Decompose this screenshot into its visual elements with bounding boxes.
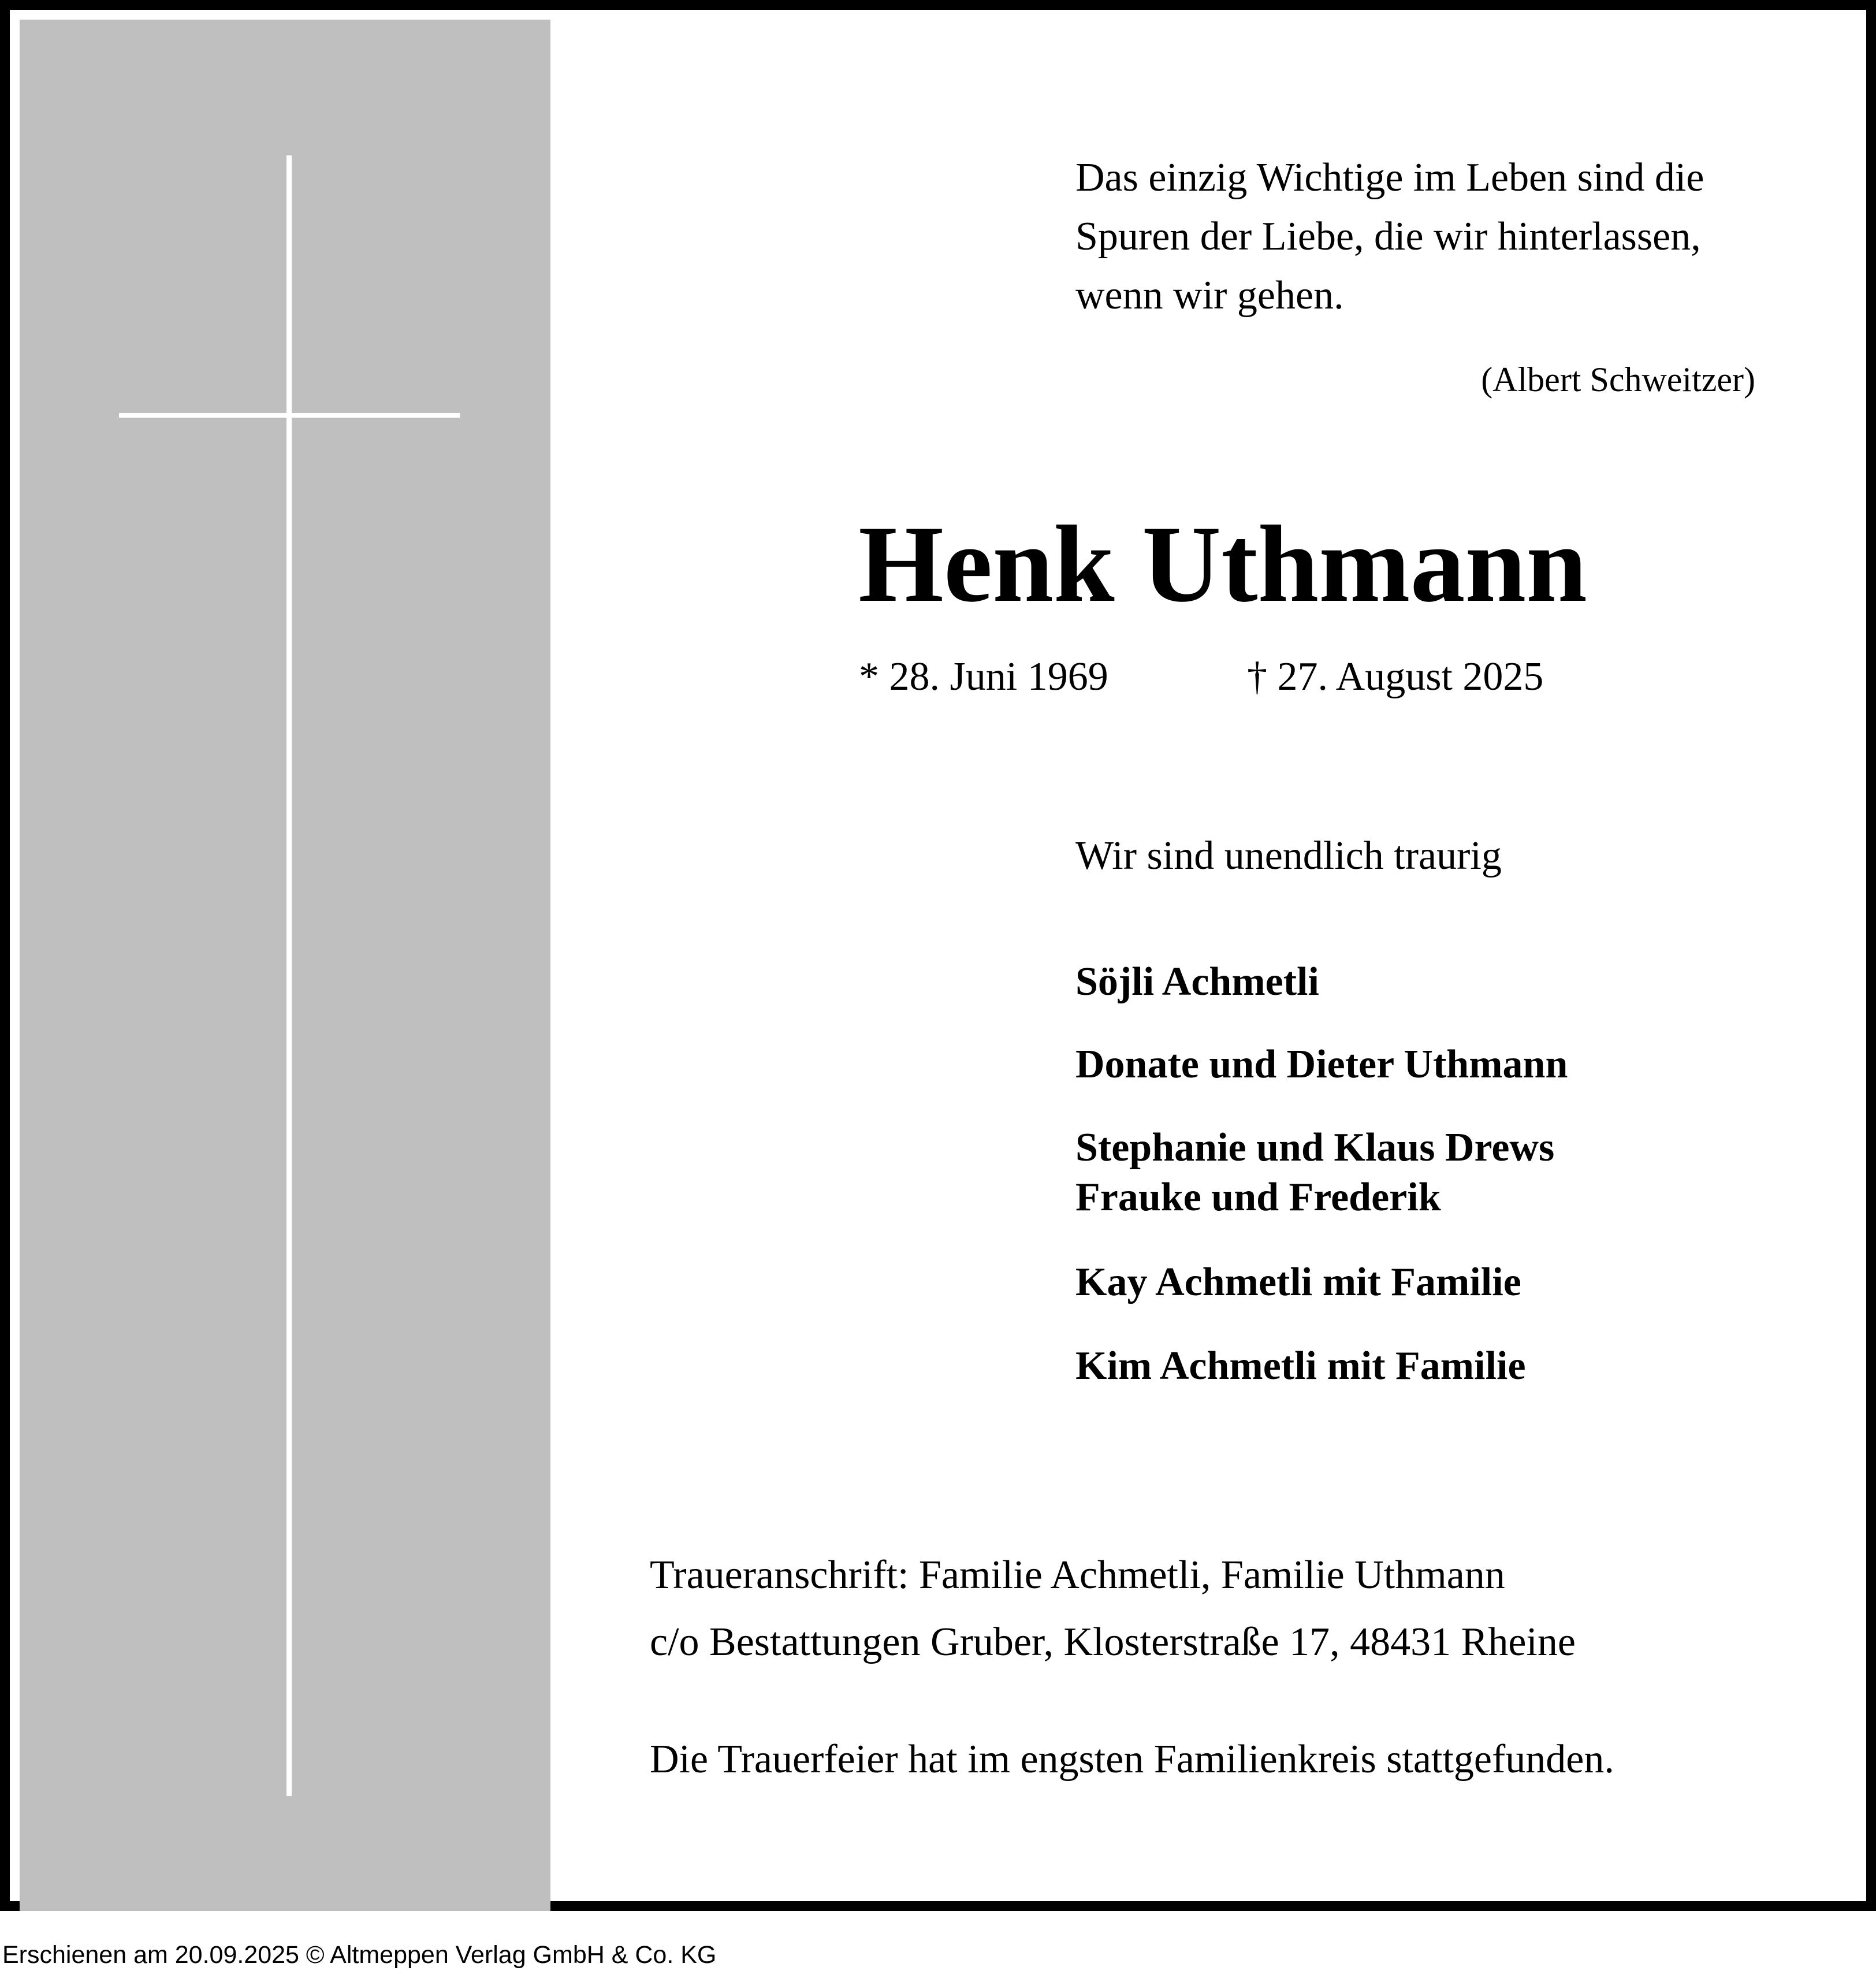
mourner-name: Frauke und Frederik <box>1075 1175 1441 1219</box>
mourner-name: Donate und Dieter Uthmann <box>1075 1042 1568 1087</box>
ceremony-note: Die Trauerfeier hat im engsten Familienkreis stattgefunden. <box>650 1737 1614 1782</box>
cross-vertical-bar <box>286 155 292 1796</box>
quote-line: Spuren der Liebe, die wir hinterlassen, <box>1075 214 1701 259</box>
mourner-name: Söjli Achmetli <box>1075 960 1319 1004</box>
quote-author: (Albert Schweitzer) <box>1481 360 1755 399</box>
mourner-name: Stephanie und Klaus Drews <box>1075 1125 1555 1170</box>
quote-line: Das einzig Wichtige im Leben sind die <box>1075 155 1704 200</box>
quote-line: wenn wir gehen. <box>1075 273 1344 318</box>
quote <box>1075 148 1815 325</box>
mourning-address <box>650 1542 1576 1676</box>
cross-horizontal-bar <box>119 413 460 418</box>
address-line: c/o Bestattungen Gruber, Klosterstraße 17, 48431 Rheine <box>650 1620 1576 1664</box>
mourning-intro: Wir sind unendlich traurig <box>1075 834 1502 878</box>
publication-footer: Erschienen am 20.09.2025 © Altmeppen Verlag GmbH & Co. KG <box>2 1941 717 1969</box>
side-panel <box>20 20 550 1911</box>
birth-date: * 28. Juni 1969 <box>859 655 1108 699</box>
mourner-name: Kay Achmetli mit Familie <box>1075 1260 1521 1304</box>
address-line: Traueranschrift: Familie Achmetli, Familie Uthmann <box>650 1553 1505 1597</box>
death-date: † 27. August 2025 <box>1247 655 1544 699</box>
deceased-name: Henk Uthmann <box>858 504 1587 625</box>
mourner-name: Kim Achmetli mit Familie <box>1075 1344 1526 1388</box>
